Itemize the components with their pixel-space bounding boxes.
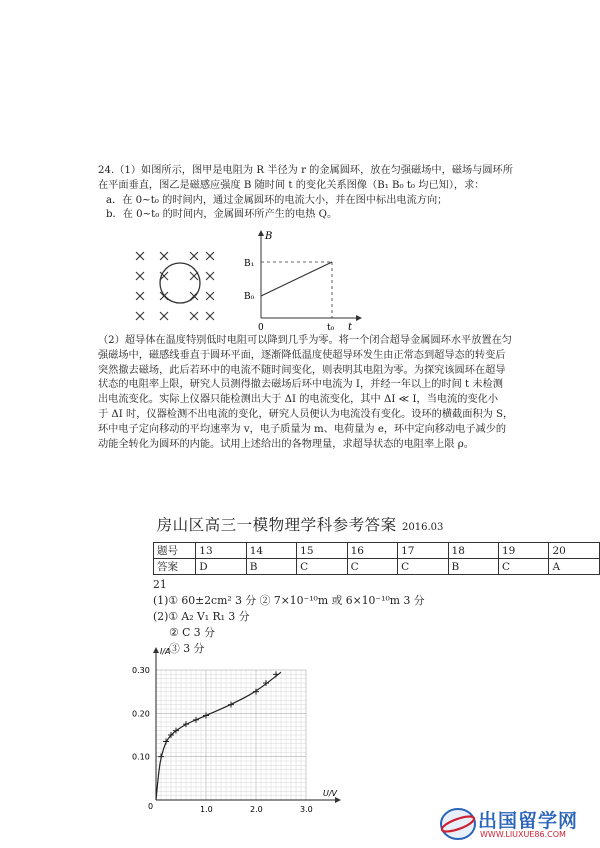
q24-p2-line: 于 ΔI 时，仪器检测不出电流的变化，研究人员便认为电流没有变化。设环的横截面积为 S， — [98, 408, 514, 420]
answer-21-number: 21 — [153, 578, 167, 591]
origin-label: 0 — [258, 323, 264, 333]
q24-line1: 24.（1）如图所示，图甲是电阻为 R 半径为 r 的金属圆环，放在匀强磁场中，磁场与圆环所 — [98, 165, 513, 176]
x-axis-label: U/V — [323, 789, 338, 798]
field-cross-icon — [136, 292, 144, 300]
table-cell: C — [297, 559, 347, 575]
field-cross-icon — [160, 252, 168, 260]
q24-line2: 在平面垂直，图乙是磁感应强度 B 随时间 t 的变化关系图像（B₁ B₀ t₀ 均已知），求： — [98, 179, 485, 191]
q24-p2-line: 环中电子定向移动的平均速率为 v，电子质量为 m、电荷量为 e，环中定向移动电子减少的 — [98, 423, 507, 435]
table-cell: 18 — [448, 543, 498, 559]
y-tick-label: 0.20 — [132, 709, 150, 719]
chart-grid — [156, 670, 306, 800]
figure-b-t-graph — [236, 226, 366, 336]
table-cell: 答案 — [154, 559, 196, 575]
q24-sub-b: b．在 0~t₀ 的时间内，金属圆环所产生的电热 Q。 — [106, 209, 338, 221]
answer-table — [153, 542, 600, 575]
field-cross-icon — [136, 272, 144, 280]
table-cell: B — [246, 559, 296, 575]
origin-label: 0 — [148, 802, 154, 811]
site-watermark — [438, 804, 598, 844]
answer-key-title — [0, 513, 600, 535]
answer-21-line3: ② C 3 分 — [169, 626, 215, 639]
x-tick-label: 2.0 — [250, 805, 263, 812]
field-cross-icon — [190, 312, 198, 320]
field-cross-icon — [206, 292, 214, 300]
globe-logo-icon — [438, 804, 478, 842]
table-cell: 13 — [196, 543, 246, 559]
field-cross-marks — [136, 252, 214, 320]
field-cross-icon — [190, 252, 198, 260]
q24-p2-line: 强磁场中，磁感线垂直于圆环平面，逐渐降低温度使超导环发生由正常态到超导态的转变后 — [98, 349, 506, 361]
data-point — [273, 671, 279, 677]
t0-label: t₀ — [327, 323, 335, 333]
table-cell: D — [196, 559, 246, 575]
question-24-part2 — [98, 334, 518, 452]
q24-p2-line: 出电流变化。实际上仪器只能检测出大于 ΔI 的电流变化，其中 ΔI ≪ I，当电流的变化小 — [98, 394, 499, 406]
table-row — [154, 543, 600, 559]
b-axis-label: B — [265, 231, 273, 242]
table-cell: C — [347, 559, 397, 575]
data-point — [158, 754, 164, 760]
b-line — [261, 262, 332, 296]
table-cell: 19 — [498, 543, 548, 559]
q24-p2-line: 突然撤去磁场，此后若环中的电流不随时间变化，则表明其电阻为零。为探究该圆环在超导 — [98, 364, 506, 376]
figure-ring-in-field — [128, 238, 218, 328]
y-tick-label: 0.10 — [132, 752, 150, 762]
table-cell: B — [448, 559, 498, 575]
table-cell: 20 — [549, 543, 600, 559]
answer-21-line1: (1)① 60±2cm² 3 分 ② 7×10⁻¹⁰m 或 6×10⁻¹⁰m 3 分 — [153, 594, 425, 607]
iv-characteristic-chart — [118, 642, 348, 812]
y-tick-label: 0.30 — [132, 666, 150, 675]
field-cross-icon — [206, 312, 214, 320]
watermark-text: 出国留学网 — [478, 810, 579, 832]
y-axis-label: I/A — [160, 647, 171, 656]
field-cross-icon — [206, 272, 214, 280]
x-tick-label: 3.0 — [300, 805, 313, 812]
q24-p2-line: （2）超导体在温度特别低时电阻可以降到几乎为零。将一个闭合超导金属圆环水平放置在匀 — [98, 335, 512, 346]
title-date: 2016.03 — [402, 522, 444, 533]
field-cross-icon — [136, 312, 144, 320]
answer-21-line4: ③ 3 分 — [169, 642, 205, 655]
t-axis-label: t — [348, 322, 353, 333]
q24-p2-line: 动能全转化为圆环的内能。试用上述给出的各物理量，求超导状态的电阻率上限 ρ。 — [98, 438, 474, 450]
q24-sub-a: a．在 0~t₀ 的时间内，通过金属圆环的电流大小，并在图中标出电流方向； — [106, 194, 448, 206]
b1-label: B₁ — [244, 259, 255, 269]
watermark-url: WWW.LIUXUE86.COM — [480, 830, 566, 839]
table-cell: A — [549, 559, 600, 575]
title-text: 房山区高三一模物理学科参考答案 — [156, 516, 397, 534]
table-cell: 16 — [347, 543, 397, 559]
q24-p2-line: 状态的电阻率上限，研究人员测得撤去磁场后环中电流为 I，并经一年以上的时间 t 未检测 — [98, 379, 503, 391]
answer-21-line2: (2)① A₂ V₁ R₁ 3 分 — [153, 610, 250, 623]
field-cross-icon — [136, 252, 144, 260]
b0-label: B₀ — [244, 292, 255, 302]
table-cell: 题号 — [154, 543, 196, 559]
table-cell: C — [498, 559, 548, 575]
field-cross-icon — [206, 252, 214, 260]
data-point — [228, 702, 234, 708]
iv-curve — [156, 672, 281, 800]
metal-ring — [160, 263, 200, 303]
table-cell: 14 — [246, 543, 296, 559]
field-cross-icon — [160, 312, 168, 320]
question-24-part1 — [98, 164, 518, 223]
x-tick-label: 1.0 — [200, 805, 213, 812]
table-row — [154, 559, 600, 575]
table-cell: C — [398, 559, 448, 575]
table-cell: 17 — [398, 543, 448, 559]
table-cell: 15 — [297, 543, 347, 559]
